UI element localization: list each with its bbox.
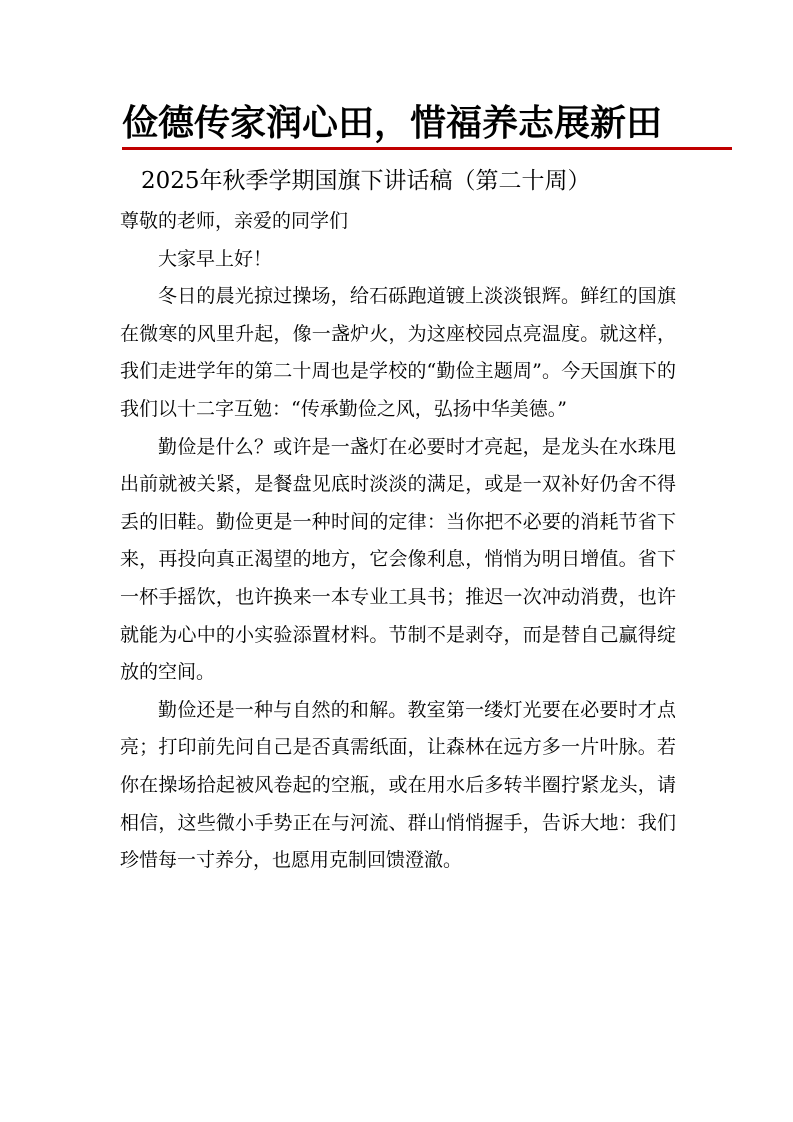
page-subtitle: 2025年秋季学期国旗下讲话稿（第二十周） [141, 168, 591, 194]
page-title: 俭德传家润心田，惜福养志展新田 [122, 103, 663, 144]
paragraph-3: 勤俭还是一种与自然的和解。教室第一缕灯光要在必要时才点亮；打印前先问自己是否真需纸面，让森林在远方多一片叶脉。若你在操场拾起被风卷起的空瓶，或在用水后多转半圈拧紧龙头，请相信，这些微小手势正在与河流、群山悄悄握手，告诉大地：我们珍惜每一寸养分，也愿用克制回馈澄澈。 [120, 698, 676, 872]
title-underline-rule [122, 147, 732, 150]
paragraph-1: 冬日的晨光掠过操场，给石砾跑道镀上淡淡银辉。鲜红的国旗在微寒的风里升起，像一盏炉火，为这座校园点亮温度。就这样，我们走进学年的第二十周也是学校的“勤俭主题周”。今天国旗下的我们以十二字互勉：“传承勤俭之风，弘扬中华美德。” [120, 285, 676, 420]
salutation: 尊敬的老师，亲爱的同学们 [120, 210, 349, 232]
speech-body [120, 203, 676, 880]
paragraph-2: 勤俭是什么？或许是一盏灯在必要时才亮起，是龙头在水珠甩出前就被关紧，是餐盘见底时淡淡的满足，或是一双补好仍舍不得丢的旧鞋。勤俭更是一种时间的定律：当你把不必要的消耗节省下来，再投向真正渴望的地方，它会像利息，悄悄为明日增值。省下一杯手摇饮，也许换来一本专业工具书；推迟一次冲动消费，也许就能为心中的小实验添置材料。节制不是剥夺，而是替自己赢得绽放的空间。 [120, 435, 676, 684]
greeting: 大家早上好！ [158, 247, 273, 270]
